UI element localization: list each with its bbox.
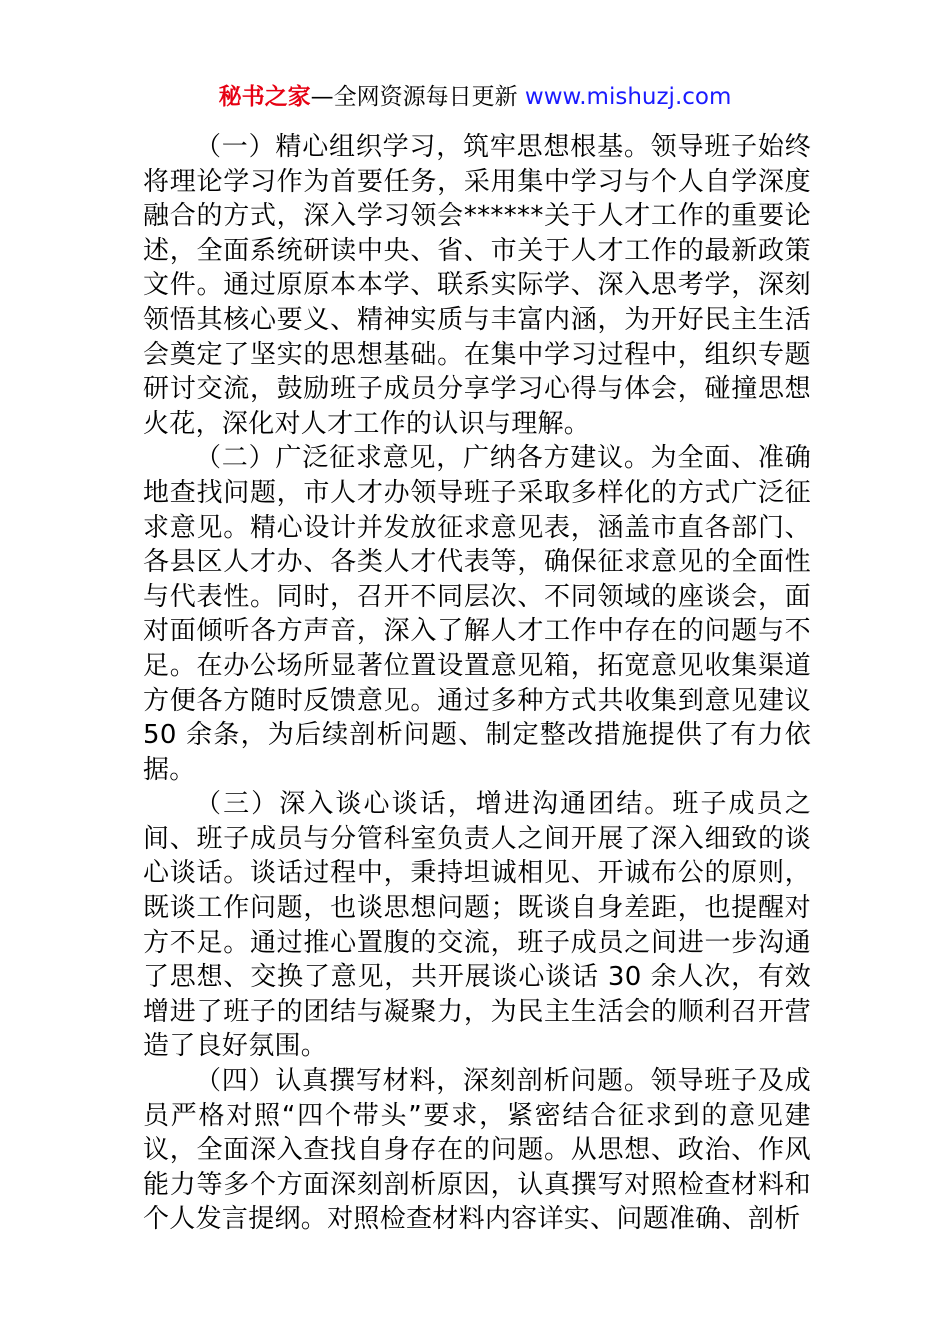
paragraph-materials: （四）认真撰写材料，深刻剖析问题。领导班子及成员严格对照“四个带头”要求，紧密结合征求到的意见建议，全面深入查找自身存在的问题。从思想、政治、作风能力等多个方面深刻剖析原因，认真撰写对照检查材料和个人发言提纲。对照检查材料内容详实、问题准确、剖析 bbox=[143, 1066, 811, 1235]
header-tagline: —全网资源每日更新 bbox=[310, 84, 518, 110]
paragraph-opinions: （二）广泛征求意见，广纳各方建议。为全面、准确地查找问题，市人才办领导班子采取多样化的方式广泛征求意见。精心设计并发放征求意见表，涵盖市直各部门、各县区人才办、各类人才代表等，确保征求意见的全面性与代表性。同时，召开不同层次、不同领域的座谈会，面对面倾听各方声音，深入了解人才工作中存在的问题与不足。在办公场所显著位置设置意见箱，拓宽意见收集渠道方便各方随时反馈意见。通过多种方式共收集到意见建议 50 余条，为后续剖析问题、制定整改措施提供了有力依据。 bbox=[143, 443, 811, 785]
paragraph-study: （一）精心组织学习，筑牢思想根基。领导班子始终将理论学习作为首要任务，采用集中学习与个人自学深度融合的方式，深入学习领会******关于人才工作的重要论述，全面系统研读中央、省、市关于人才工作的最新政策文件。通过原原本本学、联系实际学、深入思考学，深刻领悟其核心要义、精神实质与丰富内涵，为开好民主生活会奠定了坚实的思想基础。在集中学习过程中，组织专题研讨交流，鼓励班子成员分享学习心得与体会，碰撞思想火花，深化对人才工作的认识与理解。 bbox=[143, 132, 811, 439]
document-body bbox=[143, 130, 811, 1237]
brand-name: 秘书之家 bbox=[218, 84, 311, 110]
website-url: www.mishuzj.com bbox=[517, 84, 732, 110]
paragraph-talks: （三）深入谈心谈话，增进沟通团结。班子成员之间、班子成员与分管科室负责人之间开展了深入细致的谈心谈话。谈话过程中，秉持坦诚相见、开诚布公的原则，既谈工作问题，也谈思想问题；既谈自身差距，也提醒对方不足。通过推心置腹的交流，班子成员之间进一步沟通了思想、交换了意见，共开展谈心谈话 30 余人次，有效增进了班子的团结与凝聚力，为民主生活会的顺利召开营造了良好氛围。 bbox=[143, 789, 811, 1062]
page-header bbox=[0, 80, 950, 114]
